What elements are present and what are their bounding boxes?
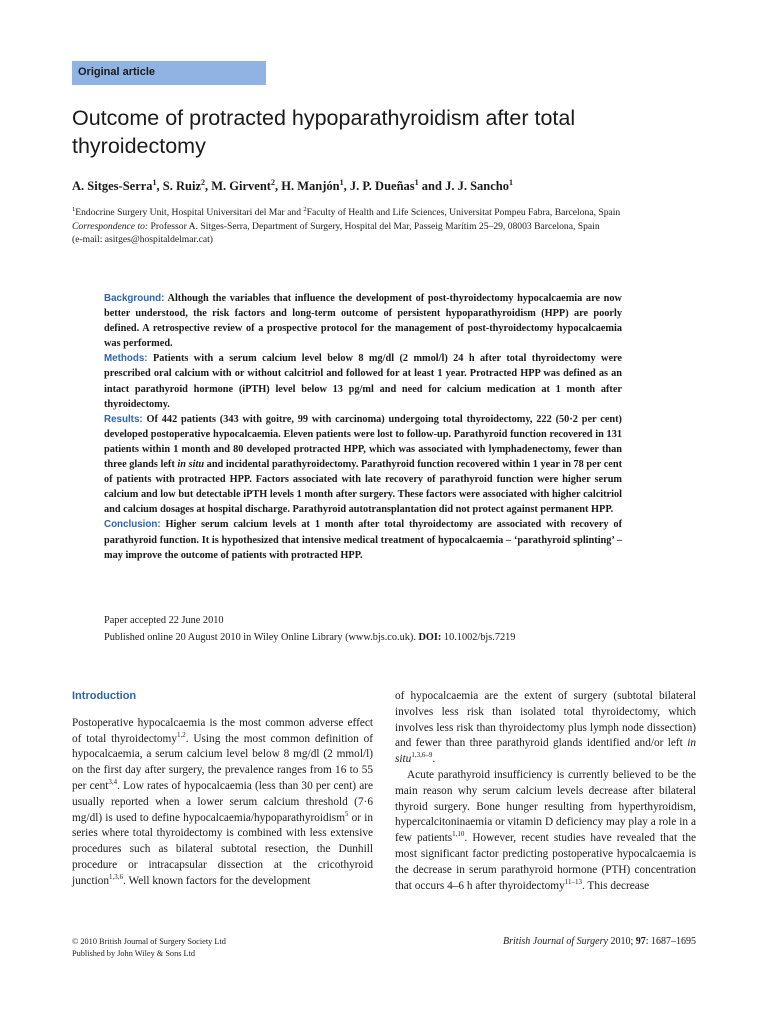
published-text: Published online 20 August 2010 in Wiley Online Library (www.bjs.co.uk).	[104, 632, 419, 643]
doi-label: DOI:	[418, 632, 442, 643]
publisher-text: Published by John Wiley & Sons Ltd	[72, 948, 196, 958]
results-insitu: in situ	[177, 459, 205, 471]
author-affiliation-mark: 1	[152, 178, 157, 187]
citation-link[interactable]: 5	[345, 809, 349, 818]
abstract-methods	[104, 351, 622, 411]
results-label: Results:	[104, 413, 143, 425]
affiliation-line	[72, 203, 692, 220]
affiliations	[72, 203, 692, 247]
article-type-label: Original article	[72, 61, 266, 85]
insitu-text: in situ	[395, 737, 696, 766]
methods-label: Methods:	[104, 353, 148, 365]
author-separator: ,	[205, 179, 212, 194]
doi-link[interactable]: 10.1002/bjs.7219	[441, 632, 516, 643]
publication-dates	[104, 612, 624, 646]
author-separator: and	[418, 179, 446, 194]
body-text-overflow: . Well known factors for the development	[123, 874, 311, 887]
footer-citation	[494, 936, 696, 947]
author: M. Girvent	[211, 179, 271, 194]
author-affiliation-mark: 1	[508, 178, 513, 187]
abstract-results	[104, 412, 622, 518]
citation-link[interactable]: 1,3,6	[109, 873, 124, 881]
citation-link[interactable]: 11–13	[564, 877, 582, 886]
author-affiliation-mark: 1	[339, 178, 344, 187]
footer-left	[72, 936, 226, 959]
body-text: or in series where total thyroidectomy is combined with less extensive procedures such as bilateral subtotal resection, the Dunhill procedure or intracapsular dissection at the cricothyroid junction	[72, 811, 373, 887]
page-title: Outcome of protracted hypoparathyroidism after total thyroidectomy	[72, 106, 576, 158]
author-affiliation-mark: 2	[270, 178, 275, 187]
affiliation-text: Faculty of Health and Life Sciences, Universitat Pompeu Fabra, Barcelona, Spain	[306, 207, 621, 219]
journal-volume: 97	[635, 936, 646, 947]
results-text: and incidental parathyroidectomy. Parathyroid function recovered within 1 year in 78 per cent of patients with protracted HPP. Factors associated with late recovery of parathyroid function were higher serum calcium and low but detectable iPTH levels 1 month after surgery. These factors were associated with higher calcitriol and calcium dosages at hospital discharge. Parathyroid autotransplantation did not protect against permanent HPP.	[104, 459, 623, 516]
body-text: . Using the most common definition of hypocalcaemia, a serum calcium level below 8 mg/dl (2 mmol/l) on the first day after surgery, the prevalence ranges from 16 to 55 per cent	[72, 732, 373, 792]
body-text: Acute parathyroid insufficiency is currently believed to be the main reason why serum calcium levels decrease after bilateral thyroid surgery. Bone hunger resulting from hyperthyroidism, hypercalcitoninaemia or vitamin D deficiency may play a role in a few patients	[395, 768, 696, 845]
journal-name: British Journal of Surgery	[503, 936, 608, 947]
author-separator: ,	[274, 179, 282, 194]
body-column-left	[72, 689, 373, 890]
author-list	[72, 178, 692, 194]
intro-paragraph-1	[72, 716, 373, 890]
author: S. Ruiz	[162, 179, 201, 194]
author-separator: ,	[343, 179, 350, 194]
background-label: Background:	[104, 293, 165, 304]
affiliation-text: Endocrine Surgery Unit, Hospital Universitari del Mar and	[75, 207, 304, 219]
body-text: Postoperative hypocalcaemia is the most common adverse effect of total thyroidectomy	[72, 716, 373, 745]
abstract-conclusion	[104, 517, 622, 562]
intro-paragraph-2	[395, 768, 696, 894]
citation-link[interactable]: 1,2	[176, 730, 186, 739]
citation-link[interactable]: 1,3,6–9	[411, 751, 433, 760]
email-line: (e-mail: asitges@hospitaldelmar.cat)	[72, 234, 213, 246]
citation-link[interactable]: 1,10	[452, 830, 465, 839]
results-text: Of 442 patients (343 with goitre, 99 with carcinoma) undergoing total thyroidectomy, 222 (50·2 per cent) developed postoperative hypocalcaemia. Eleven patients were lost to follow-up. Parathyroid function recovered in 131 patients within 1 month and 80 developed protracted HPP, which was associated with lymphadenectomy, fewer than three glands left	[104, 413, 622, 471]
author: H. Manjón	[281, 179, 340, 194]
correspondence-text: Professor A. Sitges-Serra, Department of Surgery, Hospital del Mar, Passeig Marítim 25–29, 08003 Barcelona, Spain	[148, 220, 600, 232]
author: J. P. Dueñas	[349, 179, 415, 194]
section-heading-introduction: Introduction	[72, 690, 137, 702]
author-affiliation-mark: 2	[201, 178, 205, 187]
author-separator: ,	[156, 179, 163, 194]
abstract-background	[104, 291, 622, 351]
abstract	[104, 291, 622, 563]
published-date	[104, 629, 624, 646]
journal-pages: : 1687–1695	[645, 936, 696, 947]
body-text: .	[432, 753, 436, 766]
accepted-date: Paper accepted 22 June 2010	[104, 615, 224, 626]
methods-text: Patients with a serum calcium level below 8 mg/dl (2 mmol/l) 24 h after total thyroidectomy were prescribed oral calcium with or without calcitriol and followed for at least 1 year. Protracted HPP was defined as an intact parathyroid hormone (iPTH) level below 13 pg/ml and need for calcium medication at 1 month after thyroidectomy.	[104, 353, 622, 410]
body-column-right	[395, 689, 696, 894]
author: A. Sitges-Serra	[72, 179, 153, 194]
conclusion-label: Conclusion:	[104, 519, 161, 531]
intro-paragraph-1-continued	[395, 689, 696, 768]
background-text: Although the variables that influence the development of post-thyroidectomy hypocalcaemia are now better understood, the risk factors and long-term outcome of persistent hypoparathyroidism (HPP) are poorly defined. A retrospective review of a prospective protocol for the management of post-thyroidectomy hypocalcaemia was performed.	[104, 293, 622, 350]
body-text: . Low rates of hypocalcaemia (less than 30 per cent) are usually reported when a lower serum calcium threshold (7·6 mg/dl) is used to define hypocalcaemia/hypoparathyroidism	[72, 779, 373, 824]
affiliation-mark: 2	[303, 206, 307, 213]
correspondence-line	[72, 220, 692, 234]
body-text: . This decrease	[581, 879, 650, 892]
journal-year: 2010;	[607, 936, 636, 947]
author-affiliation-mark: 1	[414, 178, 419, 187]
body-text: of hypocalcaemia are the extent of surgery (subtotal bilateral involves less risk than isolated total thyroidectomy, which involves less risk than thyroidectomy plus lymph node dissection) and fewer than three parathyroid glands identified and/or left	[395, 690, 696, 750]
correspondence-label: Correspondence to:	[72, 220, 149, 232]
body-text: . However, recent studies have revealed that the most significant factor predicting postoperative hypocalcaemia is the decrease in serum parathyroid hormone (PTH) concentration that occurs 4–6 h after thyroidectomy	[395, 832, 696, 892]
copyright-text: © 2010 British Journal of Surgery Society Ltd	[72, 937, 226, 946]
citation-link[interactable]: 3,4	[108, 778, 118, 787]
affiliation-mark: 1	[72, 206, 76, 213]
author: J. J. Sancho	[445, 179, 509, 194]
conclusion-text: Higher serum calcium levels at 1 month after total thyroidectomy are associated with recovery of parathyroid function. It is hypothesized that intensive medical treatment of hypocalcaemia – ‘parathyroid splinting’ – may improve the outcome of patients with protracted HPP.	[104, 519, 622, 561]
